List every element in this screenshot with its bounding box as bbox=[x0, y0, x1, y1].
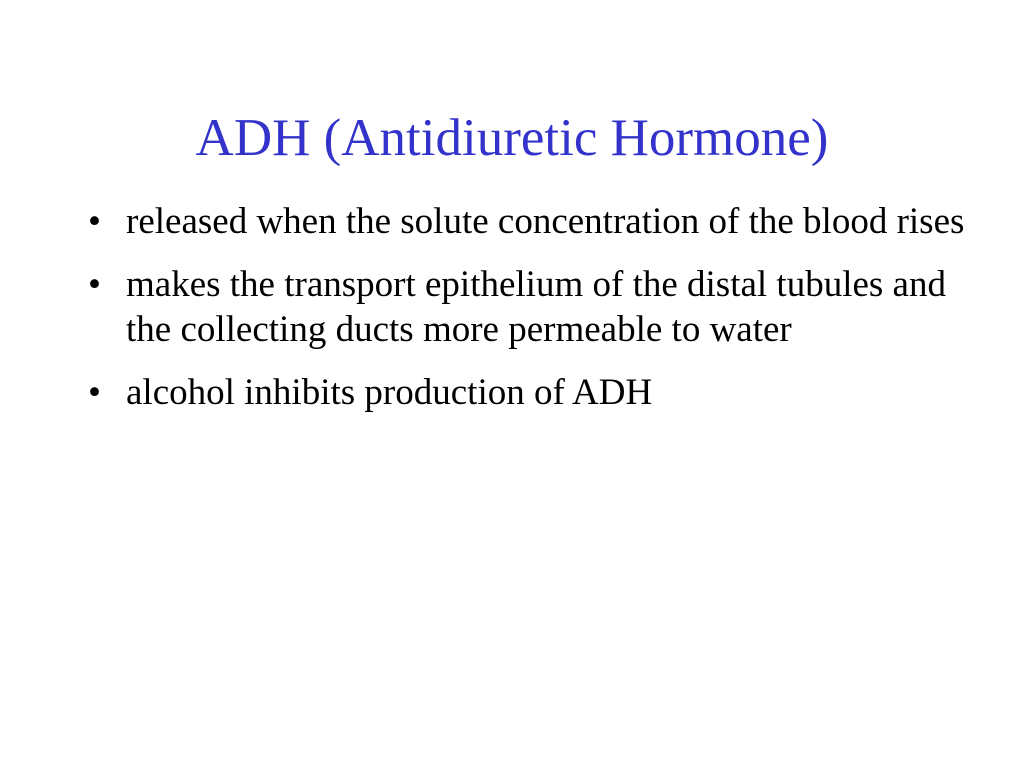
bullet-item bbox=[88, 199, 968, 244]
bullet-dot-icon: • bbox=[88, 264, 101, 305]
bullet-dot-icon: • bbox=[88, 372, 101, 413]
bullet-item bbox=[88, 370, 968, 415]
bullet-item bbox=[88, 262, 968, 352]
slide-title: ADH (Antidiuretic Hormone) bbox=[195, 109, 829, 167]
bullet-text: alcohol inhibits production of ADH bbox=[126, 372, 653, 413]
bullet-text: makes the transport epithelium of the distal tubules and the collecting ducts more permeable to water bbox=[126, 264, 946, 350]
bullet-list bbox=[88, 199, 968, 433]
bullet-text: released when the solute concentration of the blood rises bbox=[126, 201, 965, 242]
bullet-dot-icon: • bbox=[88, 201, 101, 242]
